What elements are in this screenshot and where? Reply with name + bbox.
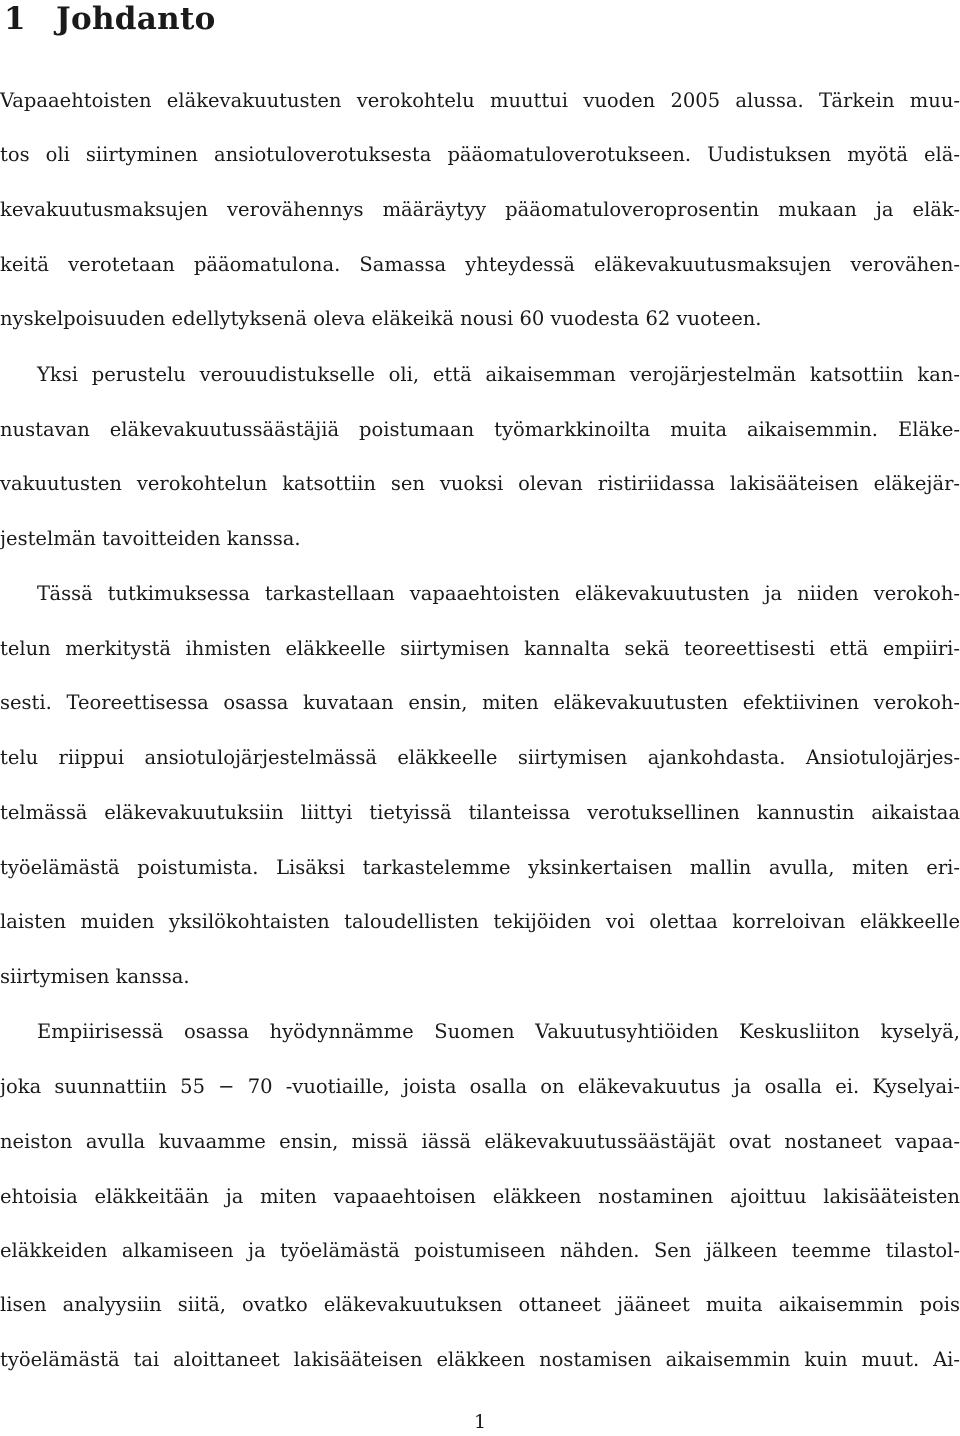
text-line: työelämästä poistumista. Lisäksi tarkastelemme yksinkertaisen mallin avulla, miten eri- xyxy=(0,856,960,879)
text-line: telmässä eläkevakuutuksiin liittyi tietyissä tilanteissa verotuksellinen kannustin aikaistaa xyxy=(0,801,960,824)
text-line: joka suunnattiin 55 − 70 -vuotiaille, joista osalla on eläkevakuutus ja osalla ei. Kyselyai- xyxy=(0,1075,960,1098)
text-line: jestelmän tavoitteiden kanssa. xyxy=(0,527,301,550)
section-heading xyxy=(4,0,216,38)
text-line: Tässä tutkimuksessa tarkastellaan vapaaehtoisten eläkevakuutusten ja niiden verokoh- xyxy=(37,582,960,605)
text-line: nustavan eläkevakuutussäästäjiä poistumaan työmarkkinoilta muita aikaisemmin. Eläke- xyxy=(0,418,960,441)
text-line: työelämästä tai aloittaneet lakisääteisen eläkkeen nostamisen aikaisemmin kuin muut. Ai- xyxy=(0,1348,960,1371)
text-line: vakuutusten verokohtelun katsottiin sen vuoksi olevan ristiriidassa lakisääteisen eläkejär- xyxy=(0,472,960,495)
text-line: neiston avulla kuvaamme ensin, missä iässä eläkevakuutussäästäjät ovat nostaneet vapaa- xyxy=(0,1130,960,1153)
text-line: telu riippui ansiotulojärjestelmässä eläkkeelle siirtymisen ajankohdasta. Ansiotulojärjes- xyxy=(0,746,960,769)
text-line: tos oli siirtyminen ansiotuloverotuksesta pääomatuloverotukseen. Uudistuksen myötä elä- xyxy=(0,143,960,166)
text-line: kevakuutusmaksujen verovähennys määräytyy pääomatuloveroprosentin mukaan ja eläk- xyxy=(0,198,960,221)
text-line: siirtymisen kanssa. xyxy=(0,965,190,988)
text-line: telun merkitystä ihmisten eläkkeelle siirtymisen kannalta sekä teoreettisesti että empiiri- xyxy=(0,637,960,660)
text-line: Vapaaehtoisten eläkevakuutusten verokohtelu muuttui vuoden 2005 alussa. Tärkein muu- xyxy=(0,89,960,112)
text-line: Empiirisessä osassa hyödynnämme Suomen Vakuutusyhtiöiden Keskusliiton kyselyä, xyxy=(37,1020,960,1043)
text-line: lisen analyysiin siitä, ovatko eläkevakuutuksen ottaneet jääneet muita aikaisemmin pois xyxy=(0,1293,960,1316)
section-title: Johdanto xyxy=(56,1,216,37)
text-line: eläkkeiden alkamiseen ja työelämästä poistumiseen nähden. Sen jälkeen teemme tilastol- xyxy=(0,1239,960,1262)
text-line: sesti. Teoreettisessa osassa kuvataan ensin, miten eläkevakuutusten efektiivinen verokoh- xyxy=(0,691,960,714)
text-line: nyskelpoisuuden edellytyksenä oleva eläkeikä nousi 60 vuodesta 62 vuoteen. xyxy=(0,307,762,330)
text-line: laisten muiden yksilökohtaisten taloudellisten tekijöiden voi olettaa korreloivan eläkkeelle xyxy=(0,910,960,933)
section-number: 1 xyxy=(4,1,26,37)
text-line: keitä verotetaan pääomatulona. Samassa yhteydessä eläkevakuutusmaksujen verovähen- xyxy=(0,253,960,276)
text-line: ehtoisia eläkkeitään ja miten vapaaehtoisen eläkkeen nostaminen ajoittuu lakisääteisten xyxy=(0,1185,960,1208)
text-line: Yksi perustelu verouudistukselle oli, että aikaisemman verojärjestelmän katsottiin kan- xyxy=(37,363,960,386)
page-number: 1 xyxy=(473,1411,487,1433)
